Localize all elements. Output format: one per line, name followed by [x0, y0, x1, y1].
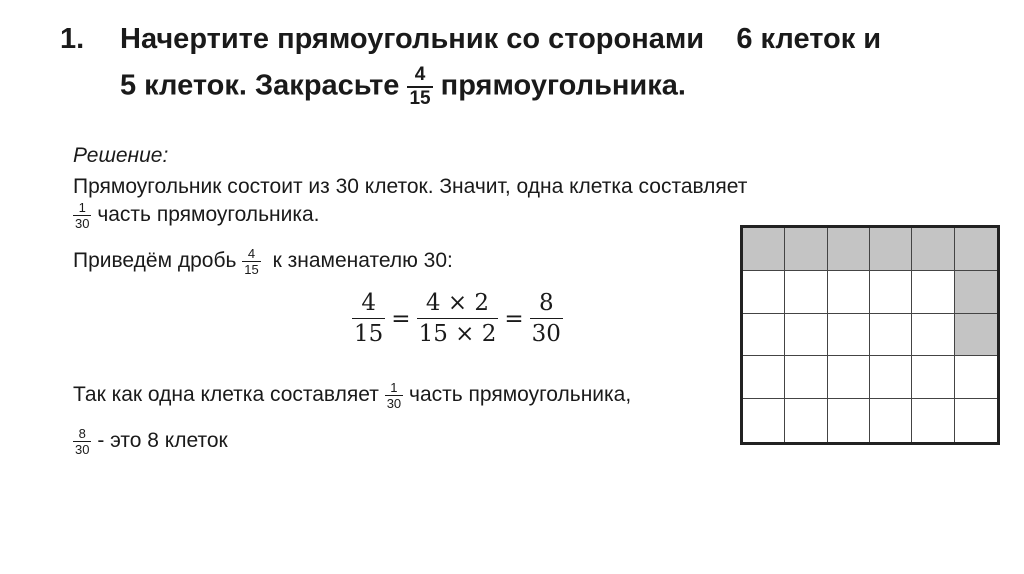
grid-cell-shaded — [912, 228, 954, 271]
solution-line-2-text: часть прямоугольника. — [97, 203, 320, 227]
grid-cell — [743, 356, 785, 399]
equation-fraction-3-den: 30 — [531, 321, 561, 347]
grid-cell — [870, 356, 912, 399]
grid-cell — [828, 356, 870, 399]
equation-fraction-2-den: 15 × 2 — [418, 321, 497, 347]
grid-cell — [870, 271, 912, 314]
grid-cell-shaded — [955, 228, 997, 271]
solution-line-3-fraction-den: 15 — [244, 262, 259, 277]
grid-cell-shaded — [870, 228, 912, 271]
solution-line-3-before: Приведём дробь — [73, 249, 237, 273]
solution-label: Решение: — [73, 144, 169, 167]
equation-fraction-2 — [417, 288, 499, 349]
solution-line-1: Прямоугольник состоит из 30 клеток. Значит, одна клетка составляет — [73, 175, 748, 198]
solution-line-5-fraction-den: 30 — [75, 442, 90, 457]
task-line-2 — [120, 64, 686, 110]
rectangle-grid — [740, 225, 1000, 445]
grid-cell — [785, 399, 827, 442]
equation-fraction-3-num: 8 — [530, 288, 563, 319]
solution-line-4-fraction — [385, 380, 403, 411]
grid-cell — [828, 399, 870, 442]
grid-cell — [870, 314, 912, 357]
solution-line-5-fraction-num: 8 — [73, 426, 91, 442]
equals-sign-1: = — [391, 305, 411, 332]
equation — [352, 288, 563, 349]
solution-line-3-after: к знаменателю 30: — [272, 249, 453, 273]
grid-cell — [912, 271, 954, 314]
grid-cell-shaded — [743, 228, 785, 271]
grid-cell — [785, 314, 827, 357]
grid-cell-shaded — [828, 228, 870, 271]
solution-line-5 — [73, 426, 228, 457]
solution-line-2-fraction-num: 1 — [73, 200, 91, 216]
task-line-1: Начертите прямоугольник со сторонами 6 клеток и — [120, 23, 882, 55]
solution-line-5-fraction — [73, 426, 91, 457]
solution-line-2-fraction-den: 30 — [75, 216, 90, 231]
solution-line-4-before: Так как одна клетка составляет — [73, 383, 379, 407]
grid-cell — [870, 399, 912, 442]
task-fraction — [407, 64, 432, 110]
equation-fraction-2-num: 4 × 2 — [417, 288, 499, 319]
grid-cell — [912, 399, 954, 442]
equals-sign-2: = — [504, 305, 524, 332]
solution-line-4-after: часть прямоугольника, — [409, 383, 632, 407]
grid-cell — [955, 356, 997, 399]
solution-line-2 — [73, 200, 320, 231]
solution-line-2-fraction — [73, 200, 91, 231]
equation-fraction-1-num: 4 — [352, 288, 385, 319]
task-line-2-after: прямоугольника. — [440, 69, 686, 102]
grid-cell-shaded — [955, 271, 997, 314]
task-fraction-den: 15 — [409, 88, 431, 109]
grid-cell — [955, 399, 997, 442]
grid-cell — [828, 271, 870, 314]
task-number: 1. — [60, 23, 85, 55]
solution-line-3-fraction — [242, 246, 260, 277]
grid-cell — [828, 314, 870, 357]
equation-fraction-1-den: 15 — [354, 321, 384, 347]
solution-line-4-fraction-den: 30 — [386, 396, 402, 411]
equation-fraction-1 — [352, 288, 385, 349]
grid-cell — [743, 271, 785, 314]
grid-cell — [912, 356, 954, 399]
grid-cell — [743, 314, 785, 357]
grid-cell-shaded — [785, 228, 827, 271]
equation-fraction-3 — [530, 288, 563, 349]
grid-cell-shaded — [955, 314, 997, 357]
solution-line-5-text: - это 8 клеток — [97, 429, 228, 453]
solution-line-4-fraction-num: 1 — [385, 380, 403, 396]
grid-cell — [785, 356, 827, 399]
solution-line-3-fraction-num: 4 — [242, 246, 260, 262]
solution-line-4 — [73, 380, 631, 411]
solution-line-3 — [73, 246, 453, 277]
grid-cell — [912, 314, 954, 357]
task-fraction-num: 4 — [407, 64, 432, 88]
task-line-2-before: 5 клеток. Закрасьте — [120, 69, 400, 102]
grid-cell — [785, 271, 827, 314]
grid-cell — [743, 399, 785, 442]
